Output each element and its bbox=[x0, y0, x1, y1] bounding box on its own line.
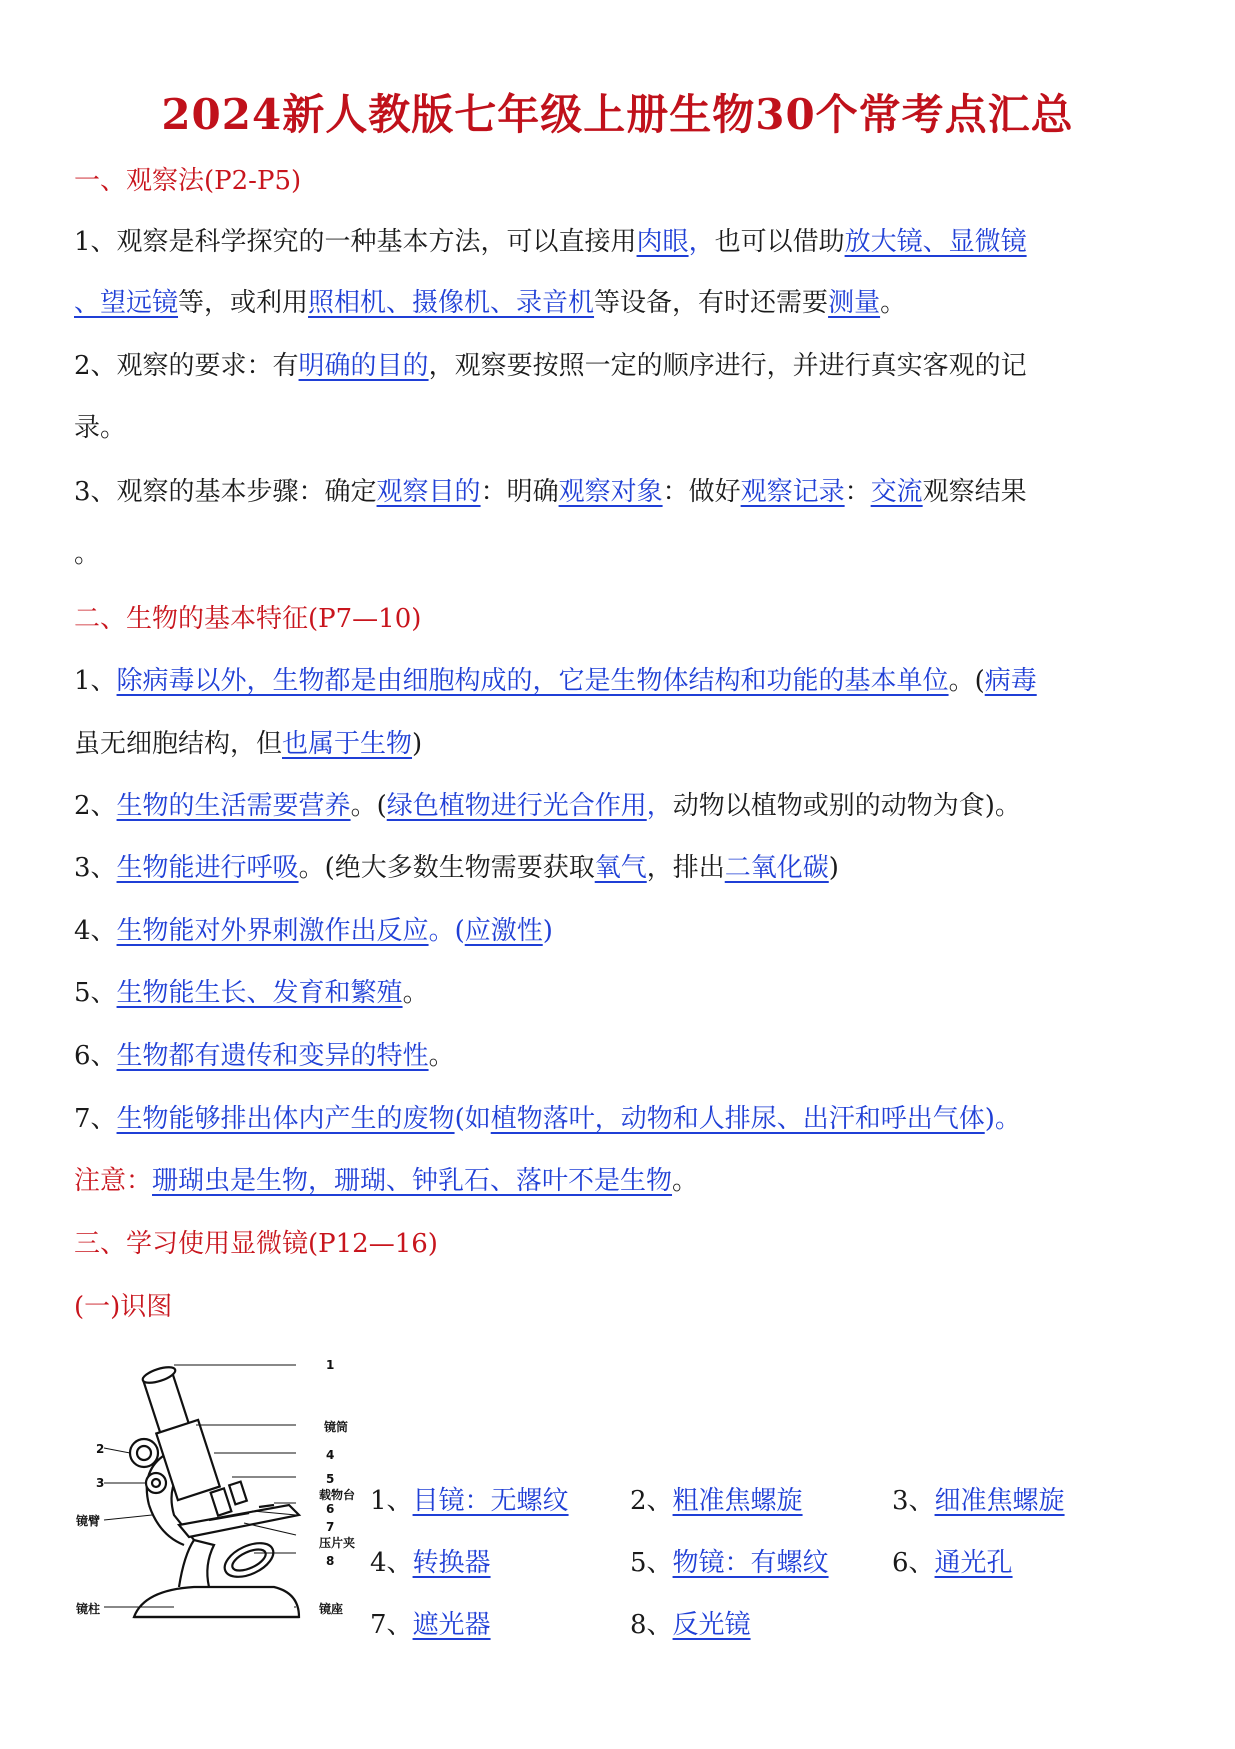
label-6: 6 bbox=[326, 1502, 335, 1516]
s2-item-2 bbox=[74, 790, 1021, 822]
text: 3、观察的基本步骤：确定 bbox=[74, 477, 377, 507]
legend-item-1 bbox=[370, 1485, 569, 1517]
text: 1、观察是科学探究的一种基本方法，可以直接用 bbox=[74, 227, 637, 257]
keyword: 、望远镜 bbox=[74, 288, 179, 318]
keyword: 放大镜、显微镜 bbox=[844, 227, 1027, 257]
legend-item-8 bbox=[630, 1609, 751, 1641]
label-arm: 镜臂 bbox=[76, 1514, 101, 1528]
s2-item-1-line1 bbox=[74, 665, 1037, 697]
microscope-drawing bbox=[74, 1355, 374, 1645]
legend-label: 遮光器 bbox=[412, 1610, 491, 1640]
s1-paragraph-2-line2: 录。 bbox=[74, 413, 127, 443]
legend-label: 转换器 bbox=[412, 1548, 491, 1578]
keyword: 测量 bbox=[828, 288, 881, 318]
legend-label: 反光镜 bbox=[672, 1610, 751, 1640]
legend-num: 2、 bbox=[630, 1486, 673, 1516]
s2-item-4 bbox=[74, 915, 553, 947]
note-label: 注意： bbox=[74, 1166, 153, 1196]
text: 。 bbox=[428, 1041, 455, 1071]
text: ， bbox=[688, 227, 715, 257]
text: 。( bbox=[948, 666, 985, 696]
label-clip: 压片夹 bbox=[319, 1536, 356, 1550]
text: 虽无细胞结构，但 bbox=[74, 729, 283, 759]
text: (如 bbox=[454, 1104, 491, 1134]
s2-item-7 bbox=[74, 1103, 1021, 1135]
text: 等，或利用 bbox=[178, 288, 309, 318]
keyword: 生物的生活需要营养 bbox=[116, 791, 351, 821]
s1-paragraph-3-line2: 。 bbox=[74, 539, 101, 569]
legend-item-5 bbox=[630, 1547, 829, 1579]
microscope-diagram bbox=[74, 1355, 374, 1645]
text: ， bbox=[646, 791, 673, 821]
s1-paragraph-1-line1 bbox=[74, 226, 1027, 258]
text: 观察结果 bbox=[922, 477, 1027, 507]
text: 3、 bbox=[74, 853, 117, 883]
keyword: 观察对象 bbox=[558, 477, 663, 507]
s1-paragraph-3-line1 bbox=[74, 476, 1027, 508]
legend-num: 6、 bbox=[892, 1548, 935, 1578]
keyword: 观察目的 bbox=[376, 477, 481, 507]
section-heading-1: 一、观察法(P2-P5) bbox=[74, 166, 302, 196]
keyword: 生物都有遗传和变异的特性 bbox=[116, 1041, 429, 1071]
s2-item-6 bbox=[74, 1040, 455, 1072]
text: )。 bbox=[984, 1104, 1021, 1134]
text: 。 bbox=[880, 288, 907, 318]
label-tube: 镜筒 bbox=[324, 1420, 349, 1434]
text: ) bbox=[412, 729, 423, 759]
legend-num: 8、 bbox=[630, 1610, 673, 1640]
text: 4、 bbox=[74, 916, 117, 946]
legend-num: 5、 bbox=[630, 1548, 673, 1578]
text: 。 bbox=[402, 978, 429, 1008]
text: ：做好 bbox=[662, 477, 741, 507]
text: 。 bbox=[672, 1166, 699, 1196]
keyword: 二氧化碳 bbox=[724, 853, 829, 883]
text: ) bbox=[542, 916, 553, 946]
legend-label: 目镜：无螺纹 bbox=[412, 1486, 569, 1516]
legend-item-4 bbox=[370, 1547, 491, 1579]
legend-item-7 bbox=[370, 1609, 491, 1641]
label-2: 2 bbox=[96, 1442, 105, 1456]
keyword: 植物落叶，动物和人排尿、出汗和呼出气体 bbox=[490, 1104, 985, 1134]
text: ：明确 bbox=[480, 477, 559, 507]
keyword: 应激性 bbox=[464, 916, 543, 946]
legend-label: 物镜：有螺纹 bbox=[672, 1548, 829, 1578]
section-heading-2: 二、生物的基本特征(P7—10) bbox=[74, 604, 422, 634]
text: 动物以植物或别的动物为食)。 bbox=[672, 791, 1021, 821]
legend-item-6 bbox=[892, 1547, 1013, 1579]
s2-item-3 bbox=[74, 852, 839, 884]
keyword: 除病毒以外，生物都是由细胞构成的，它是生物体结构和功能的基本单位 bbox=[116, 666, 949, 696]
legend-label: 细准焦螺旋 bbox=[934, 1486, 1065, 1516]
keyword: 肉眼 bbox=[636, 227, 689, 257]
text: 等设备，有时还需要 bbox=[594, 288, 829, 318]
text: 7、 bbox=[74, 1104, 117, 1134]
legend-num: 1、 bbox=[370, 1486, 413, 1516]
keyword: 生物能进行呼吸 bbox=[116, 853, 299, 883]
subsection-heading: (一)识图 bbox=[74, 1292, 173, 1322]
legend-item-3 bbox=[892, 1485, 1065, 1517]
legend-item-2 bbox=[630, 1485, 803, 1517]
label-base: 镜座 bbox=[319, 1602, 344, 1616]
s2-item-1-line2 bbox=[74, 728, 422, 760]
label-pillar: 镜柱 bbox=[76, 1602, 101, 1616]
text: 1、 bbox=[74, 666, 117, 696]
keyword: 观察记录 bbox=[740, 477, 845, 507]
legend-num: 7、 bbox=[370, 1610, 413, 1640]
keyword: 照相机、摄像机、录音机 bbox=[308, 288, 595, 318]
keyword: 氧气 bbox=[594, 853, 647, 883]
keyword: 交流 bbox=[870, 477, 923, 507]
keyword: 生物能够排出体内产生的废物 bbox=[116, 1104, 455, 1134]
keyword: 绿色植物进行光合作用 bbox=[386, 791, 647, 821]
label-4: 4 bbox=[326, 1448, 335, 1462]
legend-label: 粗准焦螺旋 bbox=[672, 1486, 803, 1516]
text: 。(绝大多数生物需要获取 bbox=[298, 853, 595, 883]
text: 6、 bbox=[74, 1041, 117, 1071]
text: 5、 bbox=[74, 978, 117, 1008]
text: ，观察要按照一定的顺序进行，并进行真实客观的记 bbox=[428, 351, 1027, 381]
keyword: 明确的目的 bbox=[298, 351, 429, 381]
label-3: 3 bbox=[96, 1476, 105, 1490]
label-7: 7 bbox=[326, 1520, 335, 1534]
text: 。( bbox=[428, 916, 465, 946]
s2-item-5 bbox=[74, 977, 429, 1009]
text: ，排出 bbox=[646, 853, 725, 883]
s1-paragraph-1-line2 bbox=[74, 287, 906, 319]
legend-label: 通光孔 bbox=[934, 1548, 1013, 1578]
keyword: 生物能生长、发育和繁殖 bbox=[116, 978, 403, 1008]
label-1: 1 bbox=[326, 1358, 335, 1372]
legend-num: 3、 bbox=[892, 1486, 935, 1516]
legend-num: 4、 bbox=[370, 1548, 413, 1578]
section-heading-3: 三、学习使用显微镜(P12—16) bbox=[74, 1229, 438, 1259]
label-8: 8 bbox=[326, 1554, 335, 1568]
text: 2、观察的要求：有 bbox=[74, 351, 299, 381]
label-stage: 载物台 bbox=[319, 1488, 356, 1502]
page-title: 2024新人教版七年级上册生物30个常考点汇总 bbox=[161, 90, 1074, 139]
text: ) bbox=[828, 853, 839, 883]
keyword: 病毒 bbox=[984, 666, 1037, 696]
text: 2、 bbox=[74, 791, 117, 821]
text: ： bbox=[844, 477, 871, 507]
keyword: 也属于生物 bbox=[282, 729, 413, 759]
text: 也可以借助 bbox=[714, 227, 845, 257]
text: 。( bbox=[350, 791, 387, 821]
s2-note bbox=[74, 1165, 698, 1197]
label-5: 5 bbox=[326, 1472, 335, 1486]
s1-paragraph-2-line1 bbox=[74, 350, 1027, 382]
keyword: 生物能对外界刺激作出反应 bbox=[116, 916, 429, 946]
keyword: 珊瑚虫是生物，珊瑚、钟乳石、落叶不是生物 bbox=[152, 1166, 673, 1196]
